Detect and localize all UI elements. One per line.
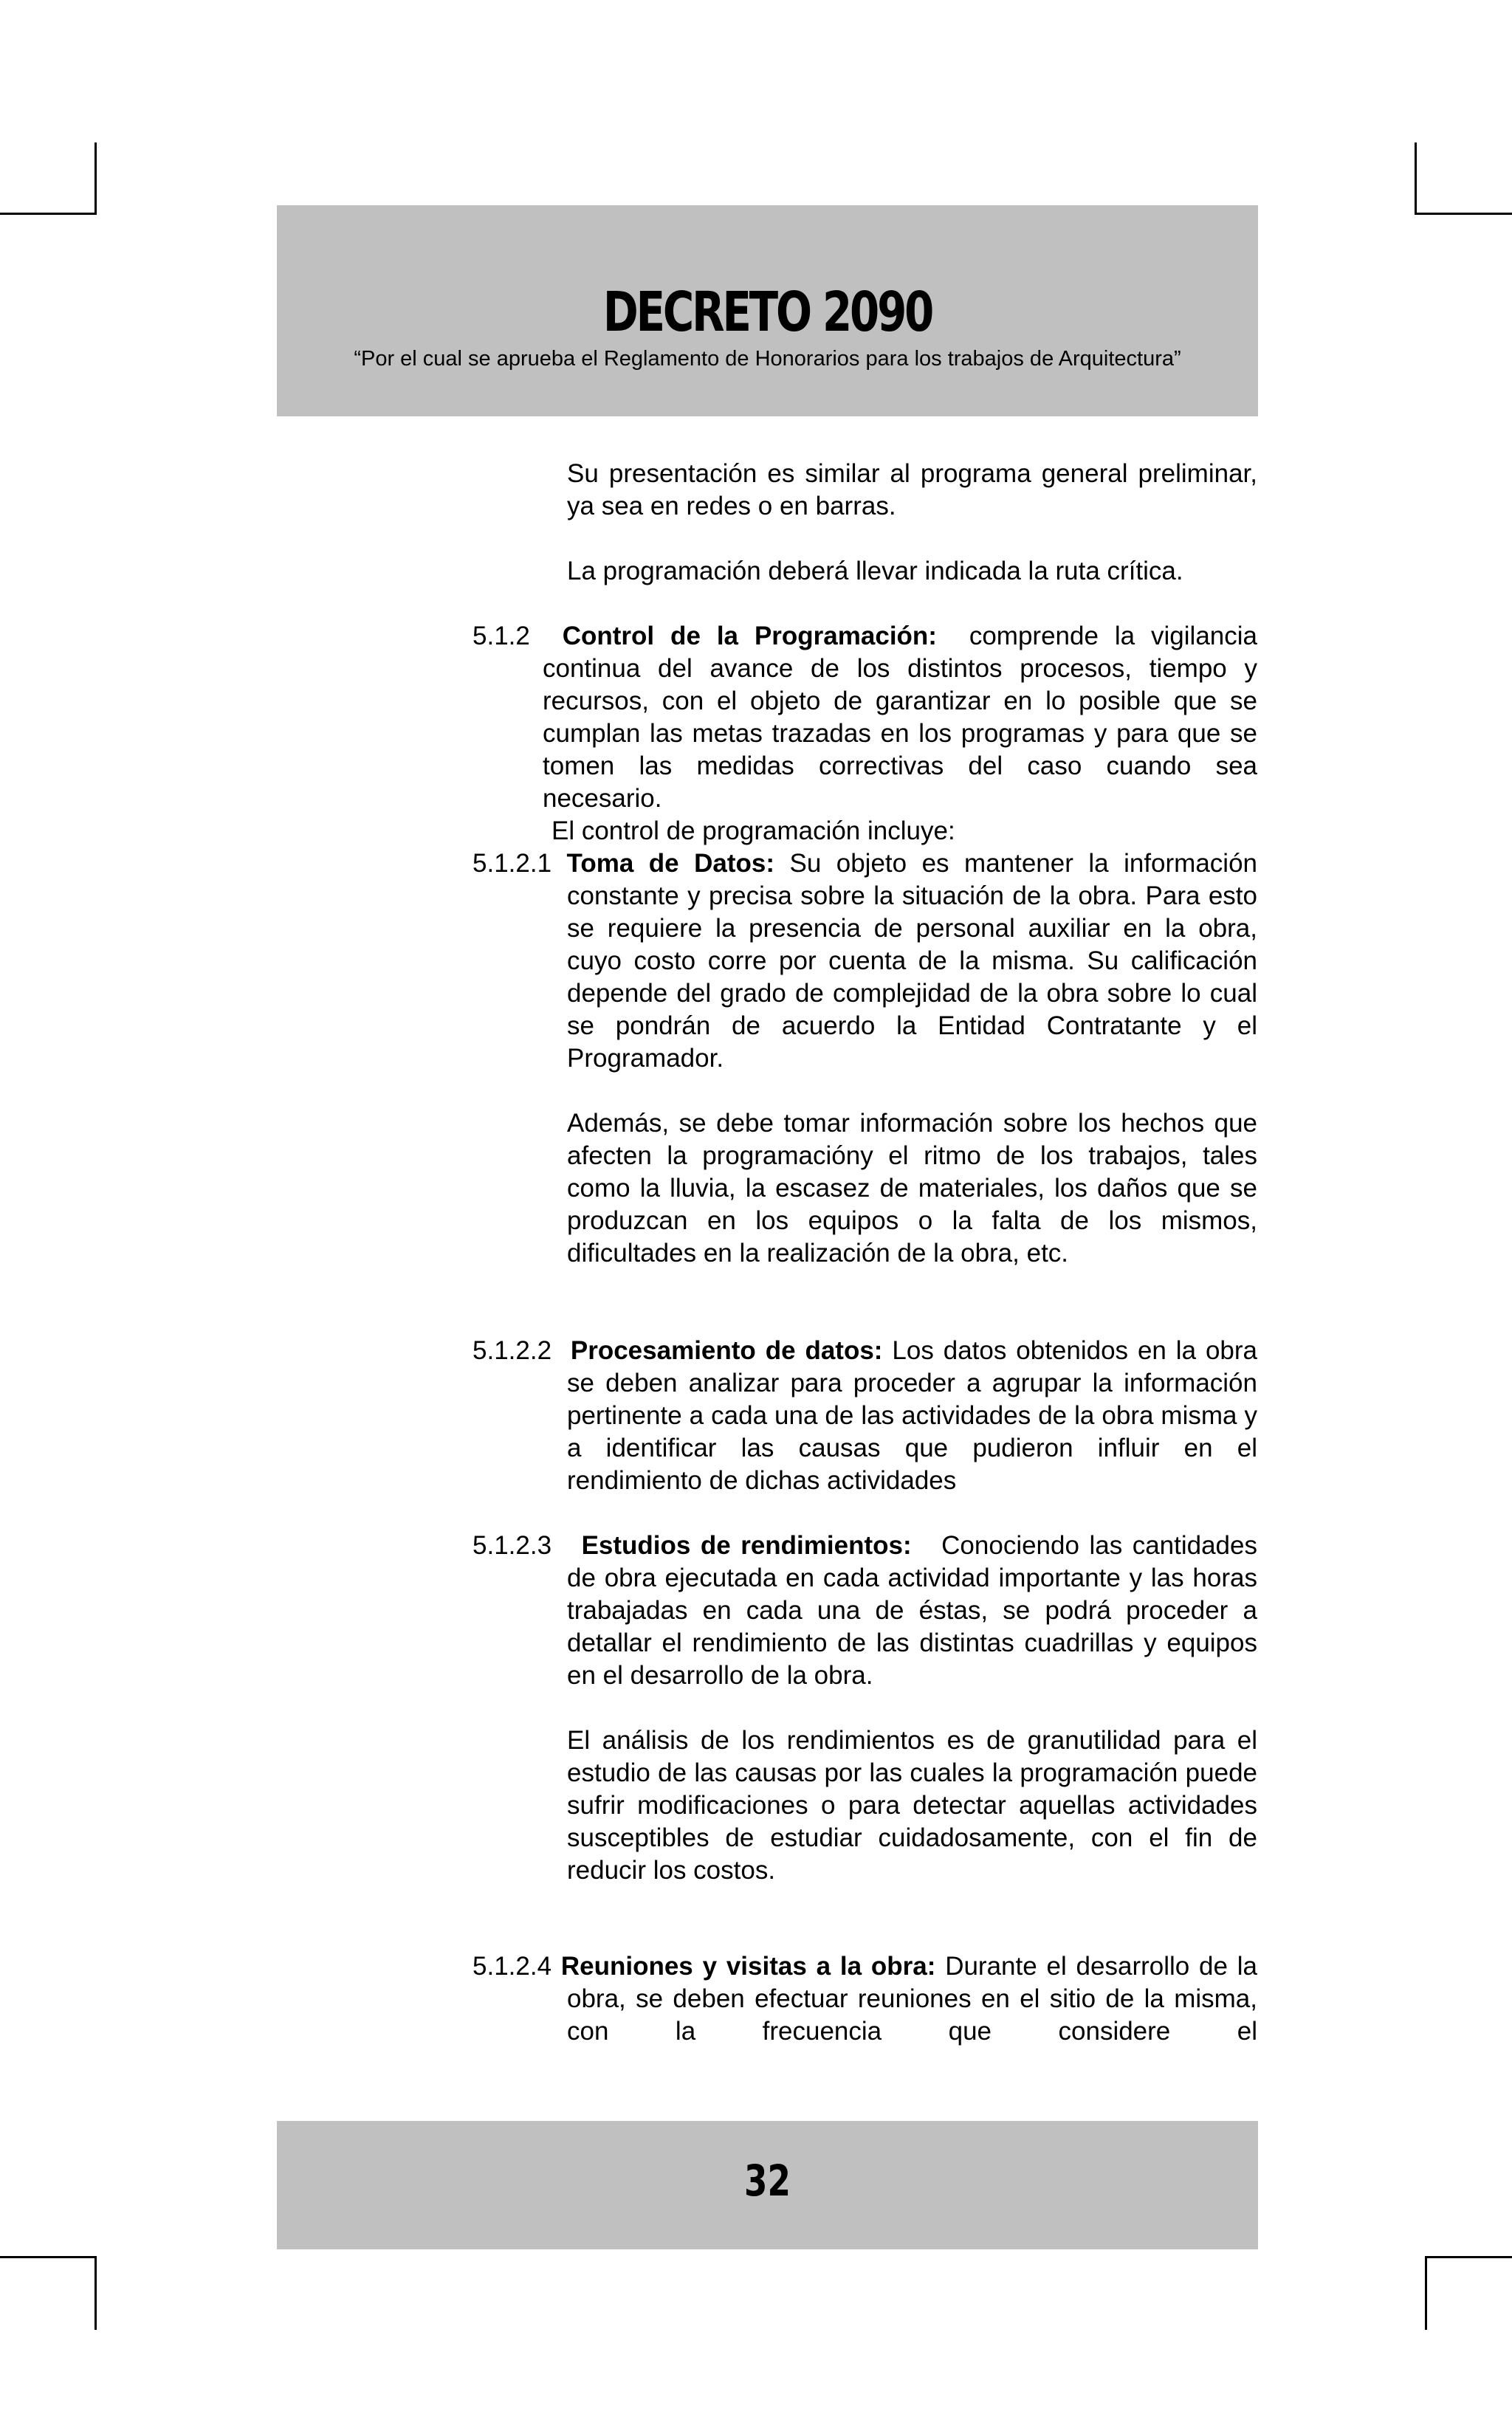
section-text: Su objeto es mantener la información constante y precisa sobre la situación de la obra. Para esto se requiere la presencia de personal auxiliar en la obra, cuyo costo corre por cuenta de la misma. Su calificación depende del grado de complejidad de la obra sobre lo cual se pondrán de acuerdo la Entidad Contratante y el Programador. — [567, 849, 1258, 1073]
section-text: comprende la vigilancia continua del avance de los distintos procesos, tiempo y recursos, con el objeto de garantizar en lo posible que se cumplan las metas trazadas en los programas y para que se tomen las medidas correctivas del caso cuando sea necesario. — [543, 622, 1257, 813]
section-heading: Procesamiento de datos: — [570, 1336, 883, 1365]
section-heading: Control de la Programación: — [562, 622, 937, 650]
crop-mark-top-left-vertical — [94, 142, 97, 215]
section-text-secondary: El control de programación incluye: — [551, 816, 955, 845]
crop-mark-bottom-right-vertical — [1425, 2256, 1427, 2330]
section-heading: Reuniones y visitas a la obra: — [560, 1952, 936, 1981]
crop-mark-bottom-right-horizontal — [1425, 2256, 1512, 2258]
section-number: 5.1.2.1 — [472, 849, 552, 878]
crop-mark-top-left-horizontal — [0, 213, 97, 215]
crop-mark-bottom-left-horizontal — [0, 2256, 97, 2258]
crop-mark-top-right-horizontal — [1415, 213, 1512, 215]
section-number: 5.1.2 — [472, 622, 530, 650]
section-text: Los datos obtenidos en la obra se deben analizar para proceder a agrupar la información pertinente a cada una de las actividades de la obra misma y a identificar las causas que pudieron influir en el rendimiento de dichas actividades — [567, 1336, 1257, 1495]
document-title: DECRETO 2090 — [602, 281, 932, 344]
page-number: 32 — [744, 2156, 791, 2206]
document-subtitle: “Por el cual se aprueba el Reglamento de Honorarios para los trabajos de Arquitectura” — [354, 347, 1181, 371]
paragraph-presentation: Su presentación es similar al programa general preliminar, ya sea en redes o en barras. — [567, 459, 1257, 520]
section-number: 5.1.2.3 — [472, 1531, 552, 1560]
section-text: Durante el desarrollo de la obra, se deben efectuar reuniones en el sitio de la misma, con la frecuencia que considere el — [567, 1952, 1258, 2046]
section-5-1-2-1 — [472, 847, 1257, 1270]
paragraph-critical-path: La programación deberá llevar indicada la ruta crítica. — [567, 557, 1183, 585]
section-5-1-2-2 — [472, 1335, 1257, 1497]
crop-mark-top-right-vertical — [1415, 142, 1417, 215]
crop-mark-bottom-left-vertical — [94, 2256, 97, 2330]
section-text-secondary: El análisis de los rendimientos es de granutilidad para el estudio de las causas por las cuales la programación puede sufrir modificaciones o para detectar aquellas actividades susceptibles de estudiar cuidadosamente, con el fin de reducir los costos. — [567, 1726, 1257, 1885]
header-band — [277, 205, 1258, 416]
section-5-1-2-3 — [472, 1530, 1257, 1887]
footer-band — [277, 2121, 1258, 2249]
section-5-1-2 — [472, 620, 1257, 847]
section-5-1-2-4 — [472, 1950, 1257, 2048]
section-heading: Toma de Datos: — [566, 849, 774, 878]
section-heading: Estudios de rendimientos: — [581, 1531, 912, 1560]
section-text: Conociendo las cantidades de obra ejecutada en cada actividad importante y las horas trabajadas en cada una de éstas, se podrá proceder a detallar el rendimiento de las distintas cuadrillas y equipos en el desarrollo de la obra. — [567, 1531, 1257, 1690]
section-number: 5.1.2.4 — [472, 1952, 552, 1981]
section-text-secondary: Además, se debe tomar información sobre los hechos que afecten la programacióny el ritmo de los trabajos, tales como la lluvia, la escasez de materiales, los daños que se produzcan en los equipos o la falta de los mismos, dificultades en la realización de la obra, etc. — [567, 1109, 1257, 1268]
section-number: 5.1.2.2 — [472, 1336, 552, 1365]
